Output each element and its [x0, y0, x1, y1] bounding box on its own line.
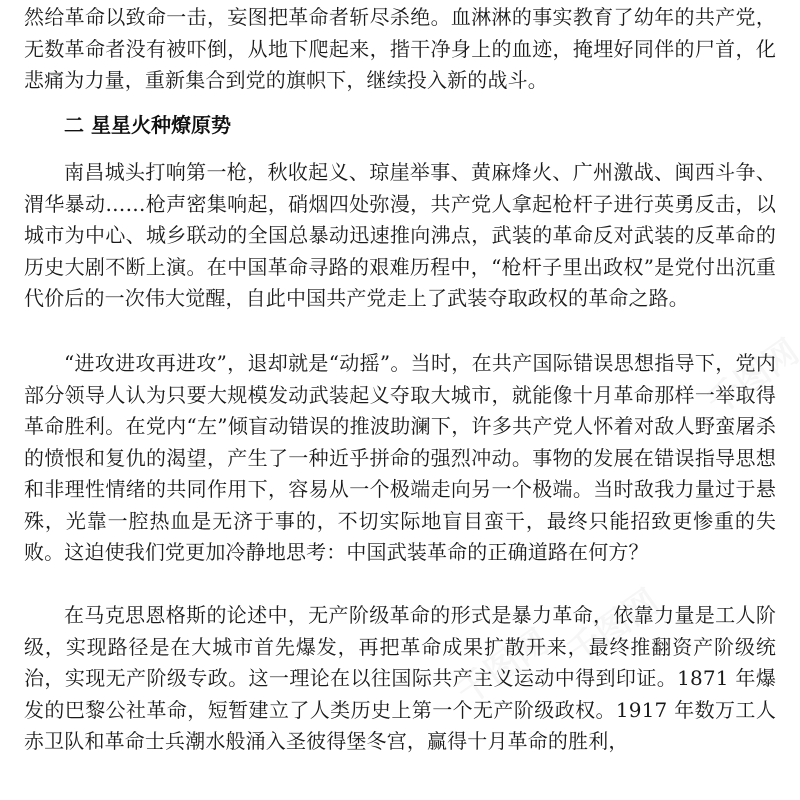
paragraph-continuation: 然给革命以致命一击，妄图把革命者斩尽杀绝。血淋淋的事实教育了幼年的共产党，无数革命者没有被吓倒，从地下爬起来，揩干净身上的血迹，掩埋好同伴的尸首，化悲痛为力量，重新集合到党的旗帜下，继续投入新的战斗。	[24, 5, 776, 92]
paragraph: “进攻进攻再进攻”，退却就是“动摇”。当时，在共产国际错误思想指导下，党内部分领导人认为只要大规模发动武装起义夺取大城市，就能像十月革命那样一举取得革命胜利。在党内“左”倾盲动错误的推波助澜下，许多共产党人怀着对敌人野蛮屠杀的愤恨和复仇的渴望，产生了一种近乎拼命的强烈冲动。事物的发展在错误指导思想和非理性情绪的共同作用下，容易从一个极端走向另一个极端。当时敌我力量过于悬殊，光靠一腔热血是无济于事的，不切实际地盲目蛮干，最终只能招致更惨重的失败。这迫使我们党更加冷静地思考：中国武装革命的正确道路在何方？	[24, 351, 776, 564]
paragraph: 南昌城头打响第一枪，秋收起义、琼崖举事、黄麻烽火、广州激战、闽西斗争、渭华暴动……枪声密集响起，硝烟四处弥漫，共产党人拿起枪杆子进行英勇反击，以城市为中心、城乡联动的全国总暴动迅速推向沸点，武装的革命反对武装的反革命的历史大剧不断上演。在中国革命寻路的艰难历程中，“枪杆子里出政权”是党付出沉重代价后的一次伟大觉醒，自此中国共产党走上了武装夺取政权的革命之路。	[24, 160, 776, 310]
section-heading: 二 星星火种燎原势	[64, 113, 231, 137]
paragraph: 在马克思恩格斯的论述中，无产阶级革命的形式是暴力革命，依靠力量是工人阶级，实现路径是在大城市首先爆发，再把革命成果扩散开来，最终推翻资产阶级统治，实现无产阶级专政。这一理论在以往国际共产主义运动中得到印证。1871 年爆发的巴黎公社革命，短暂建立了人类历史上第一个无产阶级政权。1917 年数万工人赤卫队和革命士兵潮水般涌入圣彼得堡冬宫，赢得十月革命的胜利，	[24, 603, 776, 753]
